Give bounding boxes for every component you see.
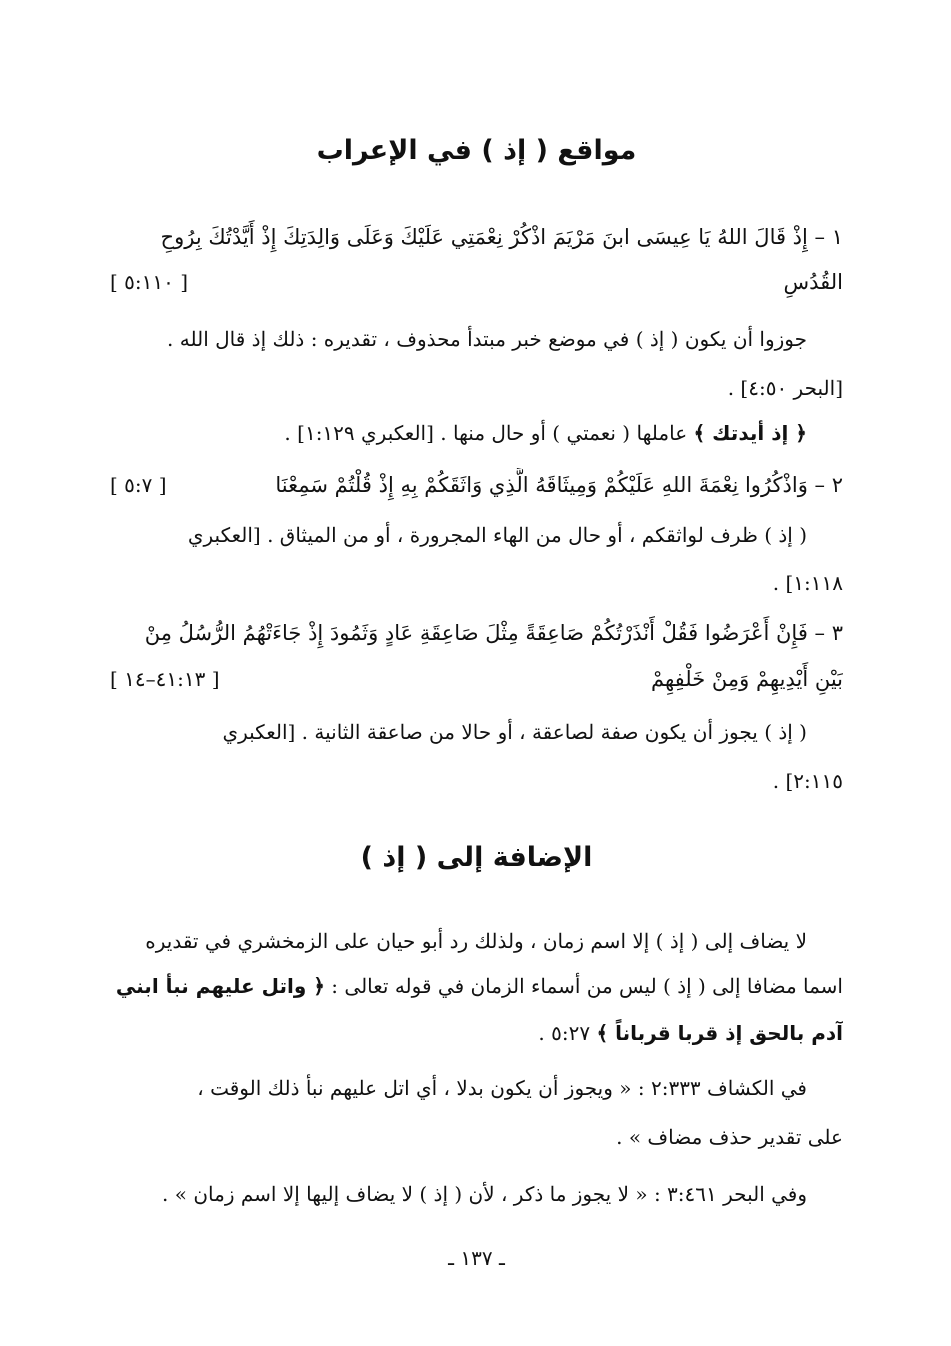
- verse-3-line-2: بَيْنِ أَيْدِيهِمْ وَمِنْ خَلْفِهِمْ: [651, 667, 843, 691]
- paragraph-1-line-2: [110, 969, 843, 1003]
- note-1-line-1: جوزوا أن يكون ( إذ ) في موضع خبر مبتدأ محذوف ، تقديره : ذلك إذ قال الله .: [167, 327, 807, 351]
- paragraph-1-line-1: لا يضاف إلى ( إذ ) إلا اسم زمان ، ولذلك رد أبو حيان على الزمخشري في تقديره: [145, 929, 807, 953]
- section-heading-idafa: الإضافة إلى ( إذ ): [360, 842, 593, 873]
- paragraph-1-quote-start: ﴿ واتل عليهم نبأ ابني: [115, 974, 325, 998]
- verse-2-line: ٢ – وَاذْكُرُوا نِعْمَةَ اللهِ عَلَيْكُمْ وَمِيثَاقَهُ الَّذِي وَاثَقَكُمْ بِهِ إِذْ قُلْتُمْ سَمِعْنَا: [275, 473, 843, 497]
- note-2-line: [110, 416, 843, 450]
- paragraph-1-line-2-text: اسما مضافا إلى ( إذ ) ليس من أسماء الزمان في قوله تعالى :: [324, 974, 843, 998]
- paragraph-2-line-2: على تقدير حذف مضاف » .: [616, 1125, 843, 1149]
- verse-3-line-1: ٣ – فَإِنْ أَعْرَضُوا فَقُلْ أَنْذَرْتُكُمْ صَاعِقَةً مِثْلَ صَاعِقَةِ عَادٍ وَثَمُودَ إِذْ جَاءَتْهُمُ الرُّسُلُ مِنْ: [144, 621, 843, 645]
- verse-3-note-line-1: ( إذ ) يجوز أن يكون صفة لصاعقة ، أو حالا من صاعقة الثانية . [العكبري: [222, 720, 807, 744]
- document-page: [110, 0, 843, 1346]
- verse-3-reference: [ ٤١:١٣–١٤ ]: [110, 667, 220, 691]
- note-1-line-2: [البحر ٤:٥٠] .: [727, 376, 843, 400]
- paragraph-3-line: وفي البحر ٣:٤٦١ : « لا يجوز ما ذكر ، لأن ( إذ ) لا يضاف إليها إلا اسم زمان » .: [162, 1182, 807, 1206]
- verse-1-line-1: ١ – إِذْ قَالَ اللهُ يَا عِيسَى ابنَ مَرْيَمَ اذْكُرْ نِعْمَتِي عَلَيْكَ وَعَلَى وَالِدَتِكَ إِذْ أَيَّدْتُكَ بِرُوحِ: [160, 225, 843, 249]
- verse-2-note-line-1: ( إذ ) ظرف لواثقكم ، أو حال من الهاء المجرورة ، أو من الميثاق . [العكبري: [187, 523, 807, 547]
- note-2-bold-phrase: ﴿ إذ أيدتك ﴾: [693, 421, 807, 445]
- paragraph-2-line-1: في الكشاف ٢:٣٣٣ : « ويجوز أن يكون بدلا ، أي اتل عليهم نبأ ذلك الوقت ،: [197, 1076, 807, 1100]
- verse-2-note-line-2: ١:١١٨] .: [772, 571, 843, 595]
- note-2-text: عاملها ( نعمتي ) أو حال منها . [العكبري ١:١٢٩] .: [284, 421, 694, 445]
- paragraph-1-reference: ٥:٢٧ .: [538, 1021, 597, 1045]
- section-heading-idh-positions: مواقع ( إذ ) في الإعراب: [316, 135, 637, 166]
- verse-3-note-line-2: ٢:١١٥] .: [772, 769, 843, 793]
- page-number: ـ ١٣٧ ـ: [448, 1246, 505, 1270]
- paragraph-1-quote-end: آدم بالحق إذ قربا قرباناً ﴾: [596, 1021, 843, 1045]
- verse-1-line-2: القُدُسِ: [783, 270, 843, 294]
- verse-1-reference: [ ٥:١١٠ ]: [110, 270, 189, 294]
- verse-2-reference: [ ٥:٧ ]: [110, 473, 167, 497]
- paragraph-1-line-3: [110, 1016, 843, 1050]
